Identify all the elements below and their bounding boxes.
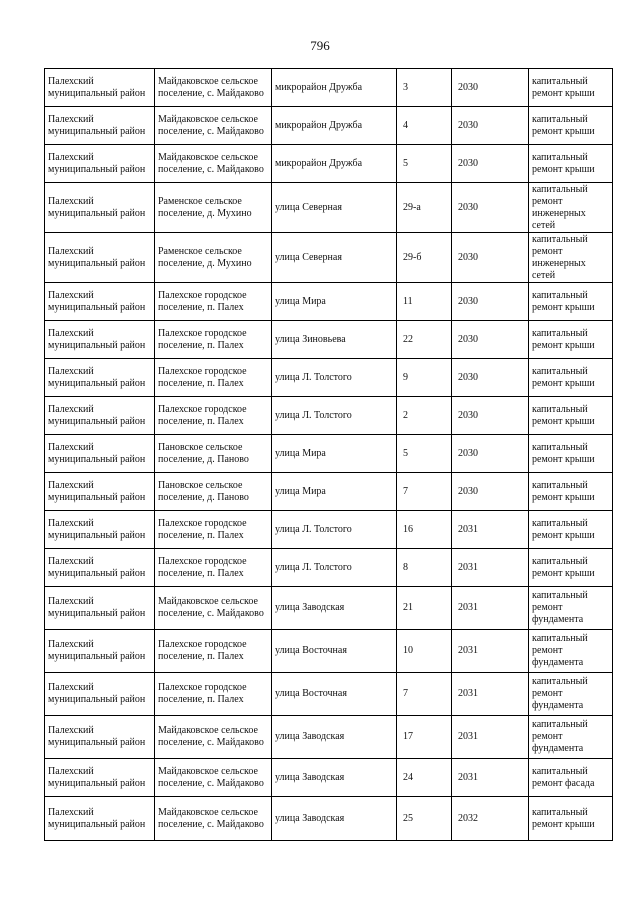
year-cell: 2030	[452, 321, 529, 359]
year-cell: 2031	[452, 549, 529, 587]
work-type-cell: капитальный ремонт крыши	[529, 321, 613, 359]
work-type-cell: капитальный ремонт крыши	[529, 359, 613, 397]
street-cell: улица Заводская	[272, 759, 397, 797]
year-cell: 2030	[452, 283, 529, 321]
settlement-cell: Палехское городское поселение, п. Палех	[155, 549, 272, 587]
street-cell: улица Зиновьева	[272, 321, 397, 359]
work-type-cell: капитальный ремонт крыши	[529, 69, 613, 107]
work-type-cell: капитальный ремонт фасада	[529, 759, 613, 797]
year-cell: 2031	[452, 511, 529, 549]
settlement-cell: Майдаковское сельское поселение, с. Майдаково	[155, 759, 272, 797]
settlement-cell: Палехское городское поселение, п. Палех	[155, 397, 272, 435]
settlement-cell: Палехское городское поселение, п. Палех	[155, 511, 272, 549]
work-type-cell: капитальный ремонт крыши	[529, 145, 613, 183]
table-row	[45, 397, 613, 435]
house-number-cell: 25	[397, 797, 452, 841]
table-row	[45, 511, 613, 549]
year-cell: 2030	[452, 435, 529, 473]
year-cell: 2031	[452, 673, 529, 716]
settlement-cell: Палехское городское поселение, п. Палех	[155, 673, 272, 716]
district-cell: Палехский муниципальный район	[45, 549, 155, 587]
table-row	[45, 107, 613, 145]
work-type-cell: капитальный ремонт фундамента	[529, 716, 613, 759]
table-body	[45, 69, 613, 841]
street-cell: улица Заводская	[272, 587, 397, 630]
district-cell: Палехский муниципальный район	[45, 283, 155, 321]
work-type-cell: капитальный ремонт крыши	[529, 511, 613, 549]
settlement-cell: Раменское сельское поселение, д. Мухино	[155, 233, 272, 283]
settlement-cell: Палехское городское поселение, п. Палех	[155, 359, 272, 397]
district-cell: Палехский муниципальный район	[45, 673, 155, 716]
work-type-cell: капитальный ремонт крыши	[529, 797, 613, 841]
house-number-cell: 29-а	[397, 183, 452, 233]
district-cell: Палехский муниципальный район	[45, 511, 155, 549]
table-row	[45, 145, 613, 183]
street-cell: улица Заводская	[272, 797, 397, 841]
house-number-cell: 22	[397, 321, 452, 359]
settlement-cell: Майдаковское сельское поселение, с. Майдаково	[155, 587, 272, 630]
settlement-cell: Пановское сельское поселение, д. Паново	[155, 473, 272, 511]
table-row	[45, 587, 613, 630]
table-row	[45, 673, 613, 716]
year-cell: 2030	[452, 397, 529, 435]
year-cell: 2031	[452, 630, 529, 673]
table-row	[45, 630, 613, 673]
house-number-cell: 4	[397, 107, 452, 145]
house-number-cell: 7	[397, 673, 452, 716]
table-row	[45, 69, 613, 107]
district-cell: Палехский муниципальный район	[45, 630, 155, 673]
year-cell: 2030	[452, 473, 529, 511]
settlement-cell: Майдаковское сельское поселение, с. Майдаково	[155, 107, 272, 145]
house-number-cell: 21	[397, 587, 452, 630]
house-number-cell: 8	[397, 549, 452, 587]
street-cell: улица Мира	[272, 473, 397, 511]
district-cell: Палехский муниципальный район	[45, 716, 155, 759]
work-type-cell: капитальный ремонт инженерных сетей	[529, 183, 613, 233]
work-type-cell: капитальный ремонт фундамента	[529, 673, 613, 716]
district-cell: Палехский муниципальный район	[45, 473, 155, 511]
street-cell: улица Заводская	[272, 716, 397, 759]
street-cell: улица Л. Толстого	[272, 549, 397, 587]
house-number-cell: 17	[397, 716, 452, 759]
table-row	[45, 797, 613, 841]
table-row	[45, 759, 613, 797]
work-type-cell: капитальный ремонт крыши	[529, 283, 613, 321]
district-cell: Палехский муниципальный район	[45, 435, 155, 473]
table-row	[45, 233, 613, 283]
year-cell: 2030	[452, 107, 529, 145]
street-cell: улица Северная	[272, 183, 397, 233]
year-cell: 2031	[452, 759, 529, 797]
house-number-cell: 3	[397, 69, 452, 107]
settlement-cell: Палехское городское поселение, п. Палех	[155, 630, 272, 673]
year-cell: 2032	[452, 797, 529, 841]
table-row	[45, 183, 613, 233]
district-cell: Палехский муниципальный район	[45, 145, 155, 183]
settlement-cell: Раменское сельское поселение, д. Мухино	[155, 183, 272, 233]
street-cell: улица Северная	[272, 233, 397, 283]
house-number-cell: 5	[397, 145, 452, 183]
table-row	[45, 716, 613, 759]
work-type-cell: капитальный ремонт крыши	[529, 107, 613, 145]
year-cell: 2030	[452, 69, 529, 107]
table-row	[45, 359, 613, 397]
table-row	[45, 321, 613, 359]
settlement-cell: Майдаковское сельское поселение, с. Майдаково	[155, 69, 272, 107]
table-row	[45, 283, 613, 321]
year-cell: 2031	[452, 587, 529, 630]
street-cell: микрорайон Дружба	[272, 145, 397, 183]
table-row	[45, 435, 613, 473]
table-row	[45, 473, 613, 511]
house-number-cell: 9	[397, 359, 452, 397]
work-type-cell: капитальный ремонт крыши	[529, 397, 613, 435]
district-cell: Палехский муниципальный район	[45, 397, 155, 435]
work-type-cell: капитальный ремонт крыши	[529, 473, 613, 511]
table-row	[45, 549, 613, 587]
year-cell: 2030	[452, 359, 529, 397]
repair-schedule-table	[44, 68, 613, 841]
work-type-cell: капитальный ремонт крыши	[529, 549, 613, 587]
street-cell: микрорайон Дружба	[272, 107, 397, 145]
work-type-cell: капитальный ремонт инженерных сетей	[529, 233, 613, 283]
district-cell: Палехский муниципальный район	[45, 587, 155, 630]
district-cell: Палехский муниципальный район	[45, 233, 155, 283]
year-cell: 2030	[452, 183, 529, 233]
street-cell: улица Л. Толстого	[272, 397, 397, 435]
street-cell: улица Мира	[272, 435, 397, 473]
year-cell: 2031	[452, 716, 529, 759]
house-number-cell: 29-б	[397, 233, 452, 283]
district-cell: Палехский муниципальный район	[45, 759, 155, 797]
district-cell: Палехский муниципальный район	[45, 107, 155, 145]
settlement-cell: Майдаковское сельское поселение, с. Майдаково	[155, 145, 272, 183]
settlement-cell: Палехское городское поселение, п. Палех	[155, 321, 272, 359]
street-cell: улица Восточная	[272, 673, 397, 716]
district-cell: Палехский муниципальный район	[45, 321, 155, 359]
work-type-cell: капитальный ремонт крыши	[529, 435, 613, 473]
house-number-cell: 24	[397, 759, 452, 797]
district-cell: Палехский муниципальный район	[45, 183, 155, 233]
house-number-cell: 10	[397, 630, 452, 673]
district-cell: Палехский муниципальный район	[45, 359, 155, 397]
district-cell: Палехский муниципальный район	[45, 69, 155, 107]
street-cell: улица Л. Толстого	[272, 511, 397, 549]
settlement-cell: Пановское сельское поселение, д. Паново	[155, 435, 272, 473]
work-type-cell: капитальный ремонт фундамента	[529, 587, 613, 630]
house-number-cell: 2	[397, 397, 452, 435]
year-cell: 2030	[452, 233, 529, 283]
street-cell: улица Мира	[272, 283, 397, 321]
street-cell: улица Восточная	[272, 630, 397, 673]
house-number-cell: 7	[397, 473, 452, 511]
settlement-cell: Палехское городское поселение, п. Палех	[155, 283, 272, 321]
district-cell: Палехский муниципальный район	[45, 797, 155, 841]
settlement-cell: Майдаковское сельское поселение, с. Майдаково	[155, 716, 272, 759]
street-cell: микрорайон Дружба	[272, 69, 397, 107]
year-cell: 2030	[452, 145, 529, 183]
settlement-cell: Майдаковское сельское поселение, с. Майдаково	[155, 797, 272, 841]
house-number-cell: 11	[397, 283, 452, 321]
work-type-cell: капитальный ремонт фундамента	[529, 630, 613, 673]
page-number: 796	[310, 38, 330, 53]
house-number-cell: 16	[397, 511, 452, 549]
street-cell: улица Л. Толстого	[272, 359, 397, 397]
house-number-cell: 5	[397, 435, 452, 473]
